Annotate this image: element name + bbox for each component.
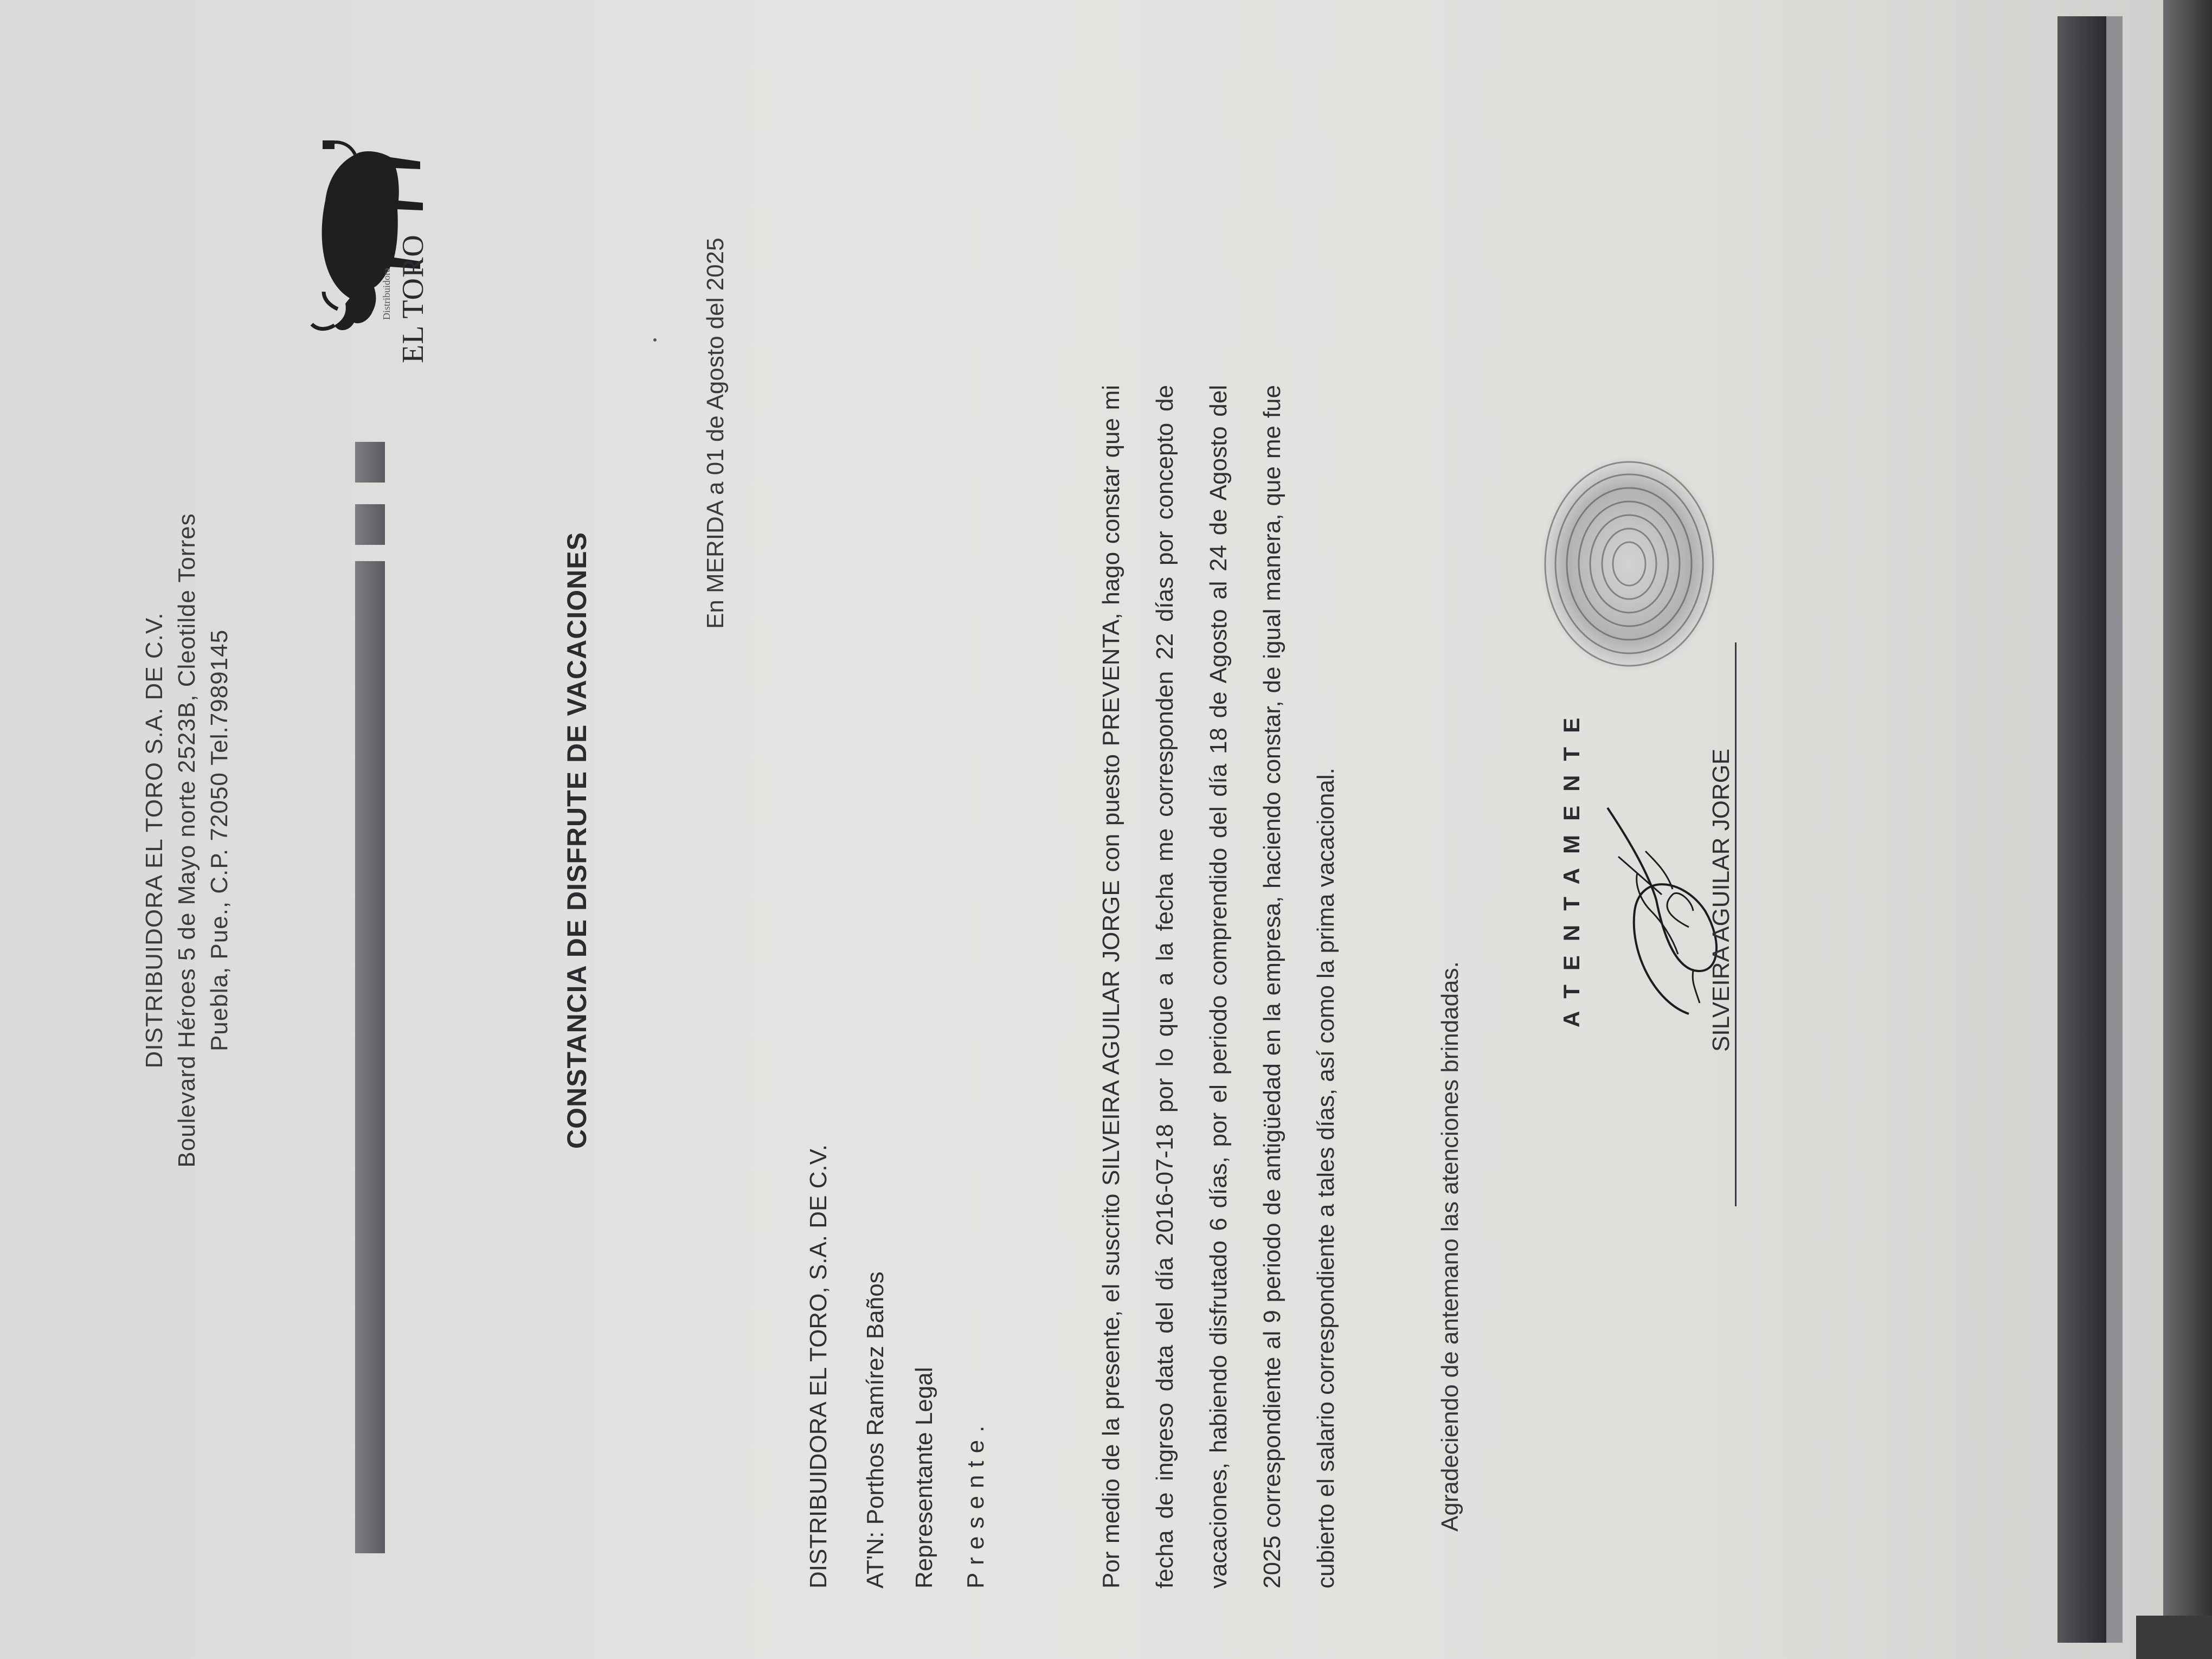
closing-atentamente: ATENTAMENTE	[1559, 703, 1584, 1027]
addressee-present: Presente.	[962, 1418, 989, 1589]
paper-speck	[653, 338, 657, 342]
addressee-attention: AT'N: Porthos Ramírez Baños	[862, 1271, 889, 1589]
letterhead-band-segment	[355, 442, 385, 483]
letter-page	[41, 16, 2171, 1643]
letterhead-company-name: DISTRIBUIDORA EL TORO S.A. DE C.V.	[141, 612, 168, 1069]
signature-line	[1735, 642, 1737, 1206]
body-paragraph: Por medio de la presente, el suscrito SILVEIRA AGUILAR JORGE con puesto PREVENTA, hago constar que mi fecha de ingreso data del día 2016-07-18 por lo que a la fecha me corresponden 22 días por concepto de vacaciones, habiendo disfrutado 6 días, por el periodo comprendido del día 18 de Agosto al 24 de Agosto del 2025 correspondiente al 9 periodo de antigüedad en la empresa, haciendo constar, de igual manera, que me fue cubierto el salario correspondiente a tales días, así como la prima vacacional.	[1098, 385, 1339, 1589]
signer-name: SILVEIRA AGUILAR JORGE	[1708, 748, 1734, 1052]
place-date: En MERIDA a 01 de Agosto del 2025	[702, 237, 729, 629]
addressee-company: DISTRIBUIDORA EL TORO, S.A. DE C.V.	[805, 1144, 832, 1589]
page-bottom-band	[2057, 16, 2106, 1643]
logo-text: EL TORO	[396, 234, 430, 363]
addressee-role: Representante Legal	[911, 1367, 937, 1589]
logo-subtext: Distribuidora	[381, 268, 392, 320]
fingerprint-mark	[1532, 450, 1727, 678]
document-title: CONSTANCIA DE DISFRUTE DE VACACIONES	[562, 532, 592, 1149]
letterhead-address: Boulevard Héroes 5 de Mayo norte 2523B, Cleotilde Torres	[173, 513, 200, 1168]
thanks-line: Agradeciendo de antemano las atenciones brindadas.	[1437, 961, 1463, 1532]
letterhead-band-segment	[355, 504, 385, 545]
page-bottom-band-edge	[2106, 16, 2123, 1643]
bull-icon	[274, 130, 458, 363]
letterhead-city-phone: Puebla, Pue., C.P. 72050 Tel.7989145	[206, 629, 233, 1052]
letterhead-band	[355, 561, 385, 1553]
